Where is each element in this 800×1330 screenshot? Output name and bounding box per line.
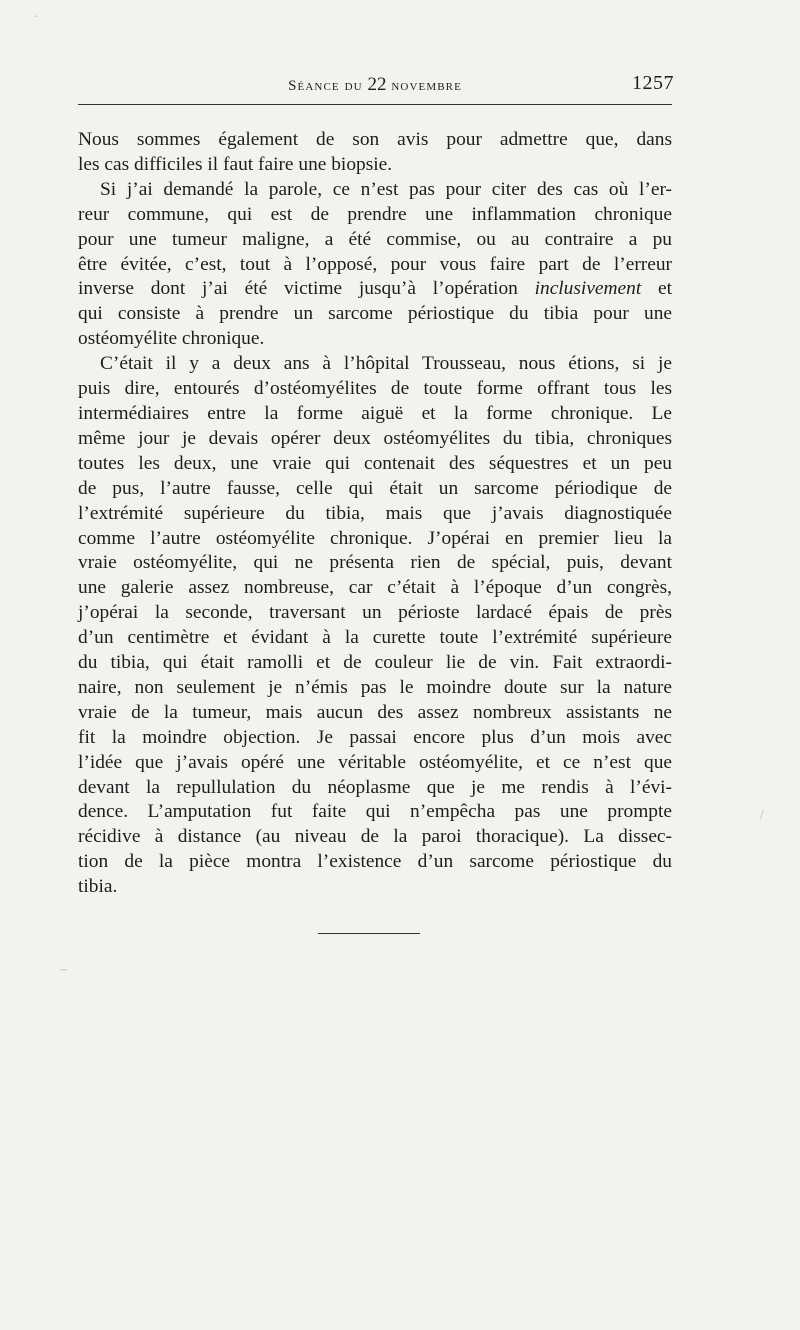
header-rule: [78, 104, 672, 105]
text-run: l’extrémité supérieure du tibia, mais que j’avais diagnostiquée: [78, 502, 672, 524]
text-line: [78, 352, 672, 377]
text-line: [78, 850, 672, 875]
text-line: [78, 626, 672, 651]
text-line: [78, 576, 672, 601]
text-run: l’idée que j’avais opéré une véritable ostéomyélite, et ce n’est que: [78, 751, 672, 773]
text-line: [78, 427, 672, 452]
text-run: inverse dont j’ai été victime jusqu’à l’opération: [78, 278, 535, 300]
text-run: vraie ostéomyélite, qui ne présenta rien de spécial, puis, devant: [78, 552, 672, 574]
text-run: ostéomyélite chronique.: [78, 328, 265, 350]
text-run: reur commune, qui est de prendre une inflammation chronique: [78, 203, 672, 225]
text-line: [78, 825, 672, 850]
text-line: [78, 203, 672, 228]
text-line: [78, 551, 672, 576]
text-line: [78, 302, 672, 327]
margin-speck: /: [760, 808, 764, 823]
running-head: [78, 72, 672, 98]
text-line: [78, 377, 672, 402]
text-line: [78, 751, 672, 776]
paragraph: [78, 178, 672, 352]
text-line: [78, 402, 672, 427]
text-run: de pus, l’autre fausse, celle qui était un sarcome périodique de: [78, 477, 672, 499]
text-run: être évitée, c’est, tout à l’opposé, pour vous faire part de l’erreur: [78, 253, 672, 275]
text-line: [78, 776, 672, 801]
text-line: [78, 477, 672, 502]
text-line: [78, 701, 672, 726]
text-run: vraie de la tumeur, mais aucun des assez nombreux assistants ne: [78, 701, 672, 723]
page-number: 1257: [632, 72, 674, 94]
text-run: toutes les deux, une vraie qui contenait des séquestres et un peu: [78, 452, 672, 474]
text-run: C’était il y a deux ans à l’hôpital Trousseau, nous étions, si je: [100, 353, 672, 375]
text-line: [78, 527, 672, 552]
text-run: du tibia, qui était ramolli et de couleur lie de vin. Fait extraordi-: [78, 652, 672, 674]
margin-speck: –: [60, 962, 67, 977]
text-line: [78, 178, 672, 203]
text-run: fit la moindre objection. Je passai encore plus d’un mois avec: [78, 726, 672, 748]
text-run: et: [641, 278, 672, 300]
italic-word: inclusivement: [534, 278, 642, 300]
text-run: Nous sommes également de son avis pour admettre que, dans: [78, 129, 672, 150]
text-run: une galerie assez nombreuse, car c’était à l’époque d’un congrès,: [78, 577, 672, 599]
text-run: pour une tumeur maligne, a été commise, ou au contraire a pu: [78, 228, 672, 250]
text-run: d’un centimètre et évidant à la curette toute l’extrémité supérieure: [78, 627, 672, 649]
text-run: intermédiaires entre la forme aiguë et la forme chronique. Le: [78, 402, 672, 424]
text-line: [78, 676, 672, 701]
text-run: tion de la pièce montra l’existence d’un sarcome périostique du: [78, 851, 672, 873]
text-run: les cas difficiles il faut faire une biopsie.: [78, 153, 393, 175]
text-line: [78, 153, 672, 178]
text-run: comme l’autre ostéomyélite chronique. J’opérai en premier lieu la: [78, 527, 672, 549]
text-run: puis dire, entourés d’ostéomyélites de toute forme offrant tous les: [78, 378, 672, 400]
text-line: [78, 452, 672, 477]
body-text: [78, 128, 672, 900]
text-line: [78, 651, 672, 676]
text-line: [78, 502, 672, 527]
text-run: Si j’ai demandé la parole, ce n’est pas pour citer des cas où l’er-: [100, 178, 672, 200]
running-head-title: Séance du 22 novembre: [288, 74, 462, 95]
text-line: [78, 253, 672, 278]
text-run: naire, non seulement je n’émis pas le moindre doute sur la nature: [78, 676, 672, 698]
text-line: [78, 327, 672, 352]
text-line: [78, 800, 672, 825]
text-line: [78, 726, 672, 751]
paragraph: [78, 352, 672, 900]
text-run: tibia.: [78, 876, 118, 898]
margin-speck: ·: [34, 10, 39, 25]
text-line: [78, 601, 672, 626]
text-run: dence. L’amputation fut faite qui n’empêcha pas une prompte: [78, 801, 672, 823]
text-run: récidive à distance (au niveau de la paroi thoracique). La dissec-: [78, 826, 672, 848]
text-line: [78, 228, 672, 253]
text-run: j’opérai la seconde, traversant un périoste lardacé épais de près: [78, 602, 672, 624]
text-line: [78, 128, 672, 153]
text-run: qui consiste à prendre un sarcome périostique du tibia pour une: [78, 303, 672, 325]
paragraph: [78, 128, 672, 178]
text-line: [78, 277, 672, 302]
text-run: même jour je devais opérer deux ostéomyélites du tibia, chroniques: [78, 427, 672, 449]
text-run: devant la repullulation du néoplasme que je me rendis à l’évi-: [78, 776, 672, 798]
closing-rule: [318, 933, 420, 934]
text-line: [78, 875, 672, 900]
